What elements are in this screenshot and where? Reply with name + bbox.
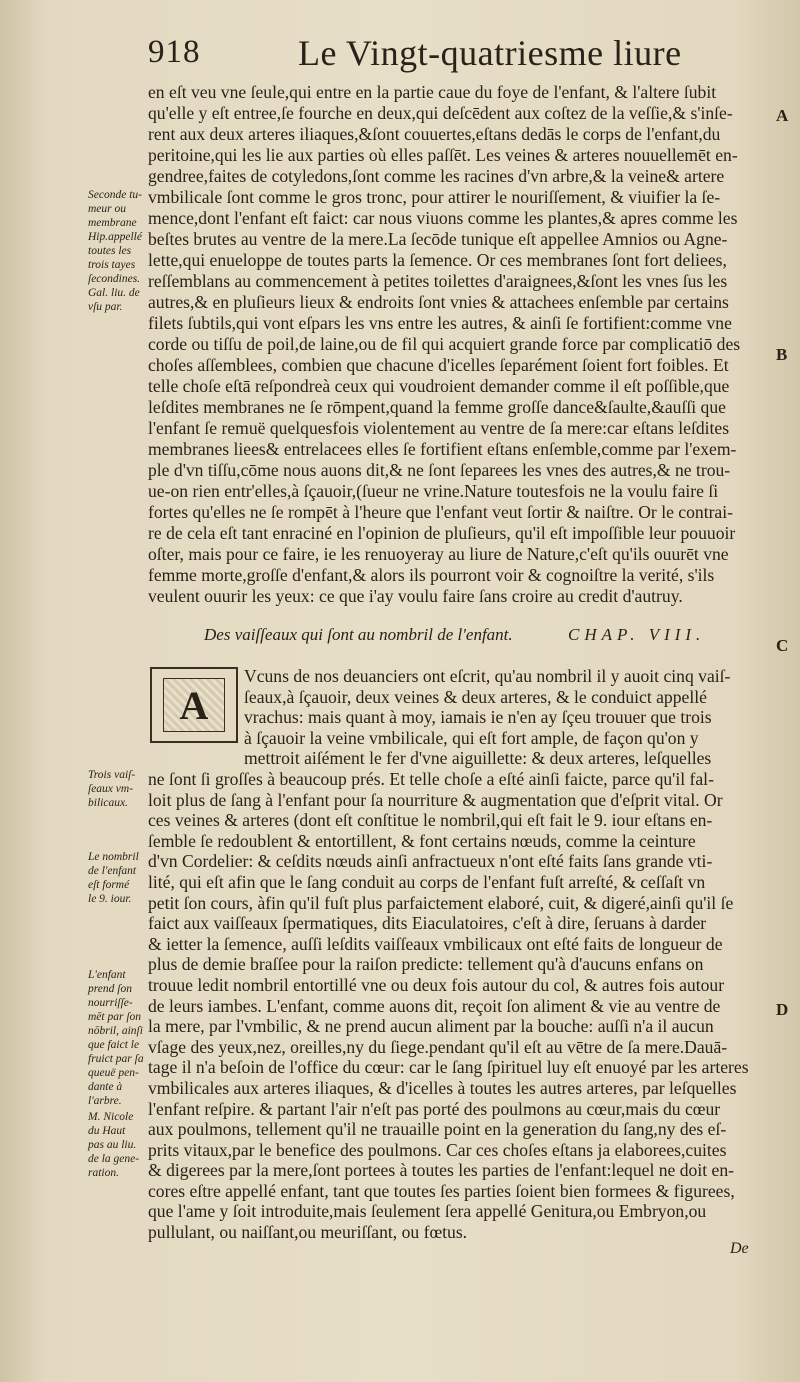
margin-note-line: eſt formé: [88, 879, 130, 891]
margin-note-line: membrane: [88, 217, 137, 229]
text-line: ces veines & arteres (dont eſt conſtitue le nombril,qui eſt fait le 9. iour eſtans en-: [148, 810, 713, 831]
margin-note-line: le 9. iour.: [88, 893, 132, 905]
text-line: vmbilicale ſont comme le gros tronc, pour attirer le nouriſſement, & viuifier la ſe-: [148, 187, 721, 207]
text-line: en eſt veu vne ſeule,qui entre en la partie caue du foye de l'enfant, & l'altere ſubit: [148, 82, 717, 102]
text-line: mettroit aiſément le fer d'vne aiguillette: & deux arteres, leſquelles: [244, 748, 712, 769]
margin-note-line: ſecondines.: [88, 273, 141, 285]
text-line: & ietter la ſemence, auſſi leſdits vaiſſeaux vmbilicaux ont eſté faits de longueur de: [148, 933, 723, 954]
text-line: peritoine,qui les lie aux parties où elles paſſēt. Les veines & arteres nouuellemēt en-: [148, 145, 738, 165]
text-line: rent aux deux arteres iliaques,&ſont couuertes,eſtans dedās le corps de l'enfant,du: [148, 124, 721, 144]
text-line: petit ſon cours, àfin qu'il fuſt plus parfaictement elaboré, cuit, & digeré,ainſi qu'il ſe: [148, 892, 734, 913]
text-line: Vcuns de nos deuanciers ont eſcrit, qu'au nombril il y auoit cinq vaiſ-: [244, 666, 731, 686]
text-line: l'enfant ſe remuë quelquesfois violentement au ventre de ſa mere:car eſtans leſdites: [148, 418, 730, 438]
page-header: [148, 34, 768, 80]
margin-note-line: nōbril, ainſi: [88, 1025, 143, 1037]
margin-note-line: de la gene-: [88, 1153, 140, 1165]
margin-letter: C: [776, 636, 789, 655]
text-line: vrachus: mais quant à moy, iamais ie n'en ay ſçeu trouuer que trois: [244, 707, 712, 728]
margin-note-line: ſeaux vm-: [88, 783, 134, 795]
text-line: fortes qu'elles ne ſe rompēt à l'heure que l'enfant veut ſortir & naiſtre. Or le contrai-: [148, 502, 733, 522]
paragraph-1: [148, 82, 768, 607]
text-line: re de cela eſt tant enraciné en l'opinion de pluſieurs, qu'il eſt impoſſible leur pouuoir: [148, 523, 736, 543]
margin-note-line: vſu par.: [88, 301, 123, 313]
margin-note-line: pas au liu.: [88, 1139, 137, 1151]
text-line: femme morte,groſſe d'enfant,& alors ils pourront voir & cognoiſtre la verité, s'ils: [148, 565, 715, 585]
text-line: & digerees par la mere,ſont portees à toutes les parties de l'enfant:lequel ne doit en-: [148, 1160, 734, 1181]
text-line: de leurs iambes. L'enfant, comme auons dit, reçoit ſon aliment & vie au ventre de: [148, 995, 721, 1016]
margin-note-line: Gal. liu. de: [88, 287, 140, 299]
running-title: Le Vingt-quatriesme liure: [298, 33, 682, 73]
margin-note-line: ration.: [88, 1167, 119, 1179]
text-line: lette,qui enueloppe de toutes parts la ſemence. Or ces membranes ſont fort deliees,: [148, 250, 727, 270]
margin-note-line: nourriſſe-: [88, 997, 133, 1009]
margin-note: [88, 188, 152, 314]
initial-letter: A: [163, 678, 225, 732]
text-line: beſtes brutes au ventre de la mere.La ſecōde tunique eſt appellee Amnios ou Agne-: [148, 229, 728, 249]
margin-note-line: dante à: [88, 1081, 123, 1093]
text-line: autres,& en pluſieurs lieux & endroits ſont vnies & attachees enſemble par certains: [148, 292, 729, 312]
text-line: gendree,faites de cotyledons,ſont comme les racines d'vn arbre,& la veine& artere: [148, 166, 725, 186]
margin-note-line: fruict par ſa: [88, 1053, 144, 1065]
text-line: ſemble ſe redoublent & entortillent, & font certains nœuds, comme la ceinture: [148, 830, 696, 851]
margin-note-line: trois tayes: [88, 259, 136, 271]
text-line: trouue ledit nombril entortillé vne ou deux fois autour du col, & autres fois autour: [148, 974, 725, 995]
margin-note-line: toutes les: [88, 245, 132, 257]
margin-note-line: de l'enfant: [88, 865, 137, 877]
text-line: ue-on rien entr'elles,à ſçauoir,(ſueur ne vrine.Nature toutesfois ne la voulu faire ſi: [148, 481, 719, 501]
text-line: vſage des yeux,nez, oreilles,ny du ſiege.pendant qu'il eſt au vētre de ſa mere.Dauā-: [148, 1036, 728, 1057]
margin-letter: A: [776, 106, 789, 125]
text-line: filets ſubtils,qui vont eſpars les vns entre les autres, & ainſi ſe fortifient:comme vne: [148, 313, 732, 333]
chapter-title: Des vaiſſeaux qui ſont au nombril de l'enfant.: [204, 625, 513, 644]
text-line: d'vn Cordelier: & ceſdits nœuds ainſi anfractueux n'ont eſté faits ſans grande vti-: [148, 851, 713, 872]
text-line: telle choſe eſtā reſpondreà ceux qui voudroient demander comme il eſt poſſible,que: [148, 376, 730, 396]
margin-note-line: que faict le: [88, 1039, 140, 1051]
margin-note: [88, 1110, 152, 1180]
margin-note-line: Le nombril: [88, 851, 139, 863]
decorated-initial: [150, 667, 238, 743]
text-line: oſter, mais pour ce faire, ie les renuoyeray au liure de Nature,c'eſt qu'ils ouurēt vne: [148, 544, 729, 564]
chapter-heading: [148, 625, 768, 651]
text-line: mence,dont l'enfant eſt faict: car nous viuons comme les plantes,& apres comme les: [148, 208, 738, 228]
text-line: leſdites membranes ne ſe rōmpent,quand la femme groſſe dance&ſaulte,&auſſi que: [148, 397, 726, 417]
chapter-number: CHAP. VIII.: [568, 625, 706, 644]
margin-note-line: mēt par ſon: [88, 1011, 142, 1023]
text-line: la mere, par l'vmbilic, & ne prend aucun aliment par la bouche: auſſi n'a il aucun: [148, 1016, 714, 1037]
text-line: que l'ame y ſoit introduite,mais ſeulement ſera appellé Genitura,ou Embryon,ou: [148, 1201, 707, 1222]
margin-note-line: meur ou: [88, 203, 127, 215]
text-line: plus de demie braſſee pour la raiſon predicte: tellement qu'à d'aucuns enfans on: [148, 954, 704, 975]
text-line: ple d'vn tiſſu,cōme nous auons dit,& ne ſont ſeparees les vnes des autres,& ne trou-: [148, 460, 731, 480]
margin-note-line: du Haut: [88, 1125, 126, 1137]
text-line: qu'elle y eſt entree,ſe fourche en deux,qui deſcēdent aux coſtez de la veſſie,& s'inſe-: [148, 103, 733, 123]
paragraph-2-opening: [244, 666, 768, 769]
text-line: ne ſont ſi groſſes à beaucoup prés. Et telle choſe a eſté ainſi faicte, parce qu'il fal-: [148, 769, 714, 789]
text-line: prits vitaux,par le benefice des poulmons. Car ces choſes eſtans ja elaborees,cuites: [148, 1139, 727, 1160]
text-line: ſeaux,à ſçauoir, deux veines & deux arteres, & le conduict appellé: [244, 686, 707, 707]
text-line: à ſçauoir la veine vmbilicale, qui eſt fort ample, de façon qu'on y: [244, 727, 699, 748]
margin-note-line: Trois vaiſ-: [88, 769, 136, 781]
text-line: l'enfant reſpire. & partant l'air n'eſt pas porté des poulmons au cœur,mais du cœur: [148, 1098, 721, 1119]
text-line: faict aux vaiſſeaux ſpermatiques, dits Eiaculatoires, c'eſt à dire, ſeruans à darder: [148, 913, 707, 934]
text-line: pullulant, ou naiſſant,ou meuriſſant, ou fœtus.: [148, 1222, 468, 1243]
folio-number: 918: [148, 34, 201, 70]
text-line: corde ou tiſſu de poil,de laine,ou de fil qui acquiert grande force par complicatiō des: [148, 334, 741, 354]
margin-note-line: Seconde tu-: [88, 189, 142, 201]
text-line: veulent ouurir les yeux: ce que i'ay voulu faire ſans croire au credit d'autruy.: [148, 586, 683, 606]
margin-note-line: Hip.appellé: [88, 231, 142, 243]
text-line: lité, qui eſt afin que le ſang conduit au corps de l'enfant fuſt arreſté, & ceſſaſt vn: [148, 871, 706, 892]
margin-note-line: queuë pen-: [88, 1067, 139, 1079]
margin-letter: D: [776, 1000, 789, 1019]
text-line: vmbilicales aux arteres iliaques, & d'icelles à toutes les autres arteres, par leſquelles: [148, 1077, 737, 1098]
text-line: cores eſtre appellé enfant, tant que toutes ſes parties ſoient bien formees & figurees,: [148, 1180, 735, 1201]
text-line: membranes liees& entrelacees elles ſe fortifient eſtans enſemble,comme par l'exem-: [148, 439, 737, 459]
text-line: reſſemblans au commencement à petites toilettes d'araignees,&ſont les vnes ſus les: [148, 271, 728, 291]
paragraph-2: [148, 769, 768, 1243]
margin-note-line: l'arbre.: [88, 1095, 122, 1107]
text-line: aux poulmons, tellement qu'il ne trauaille point en la generation du ſang,ny des eſ-: [148, 1119, 727, 1140]
text-line: choſes aſſemblees, combien que chacune d'icelles ſeparément ſoient fort foibles. Et: [148, 355, 729, 375]
margin-letter: B: [776, 345, 788, 364]
margin-note-line: L'enfant: [88, 969, 126, 981]
margin-note-line: M. Nicole: [88, 1111, 134, 1123]
margin-note: [88, 768, 152, 810]
margin-note-line: prend ſon: [88, 983, 132, 995]
margin-note-line: bilicaux.: [88, 797, 128, 809]
text-line: loit plus de ſang à l'enfant pour ſa nourriture & augmentation que d'eſprit vital. Or: [148, 789, 723, 810]
margin-note: [88, 968, 152, 1108]
margin-note: [88, 850, 152, 906]
catchword: De: [730, 1240, 749, 1257]
text-line: tage il n'a beſoin de l'office du cœur: car le ſang ſpirituel luy eſt enuoyé par les arteres: [148, 1057, 749, 1078]
